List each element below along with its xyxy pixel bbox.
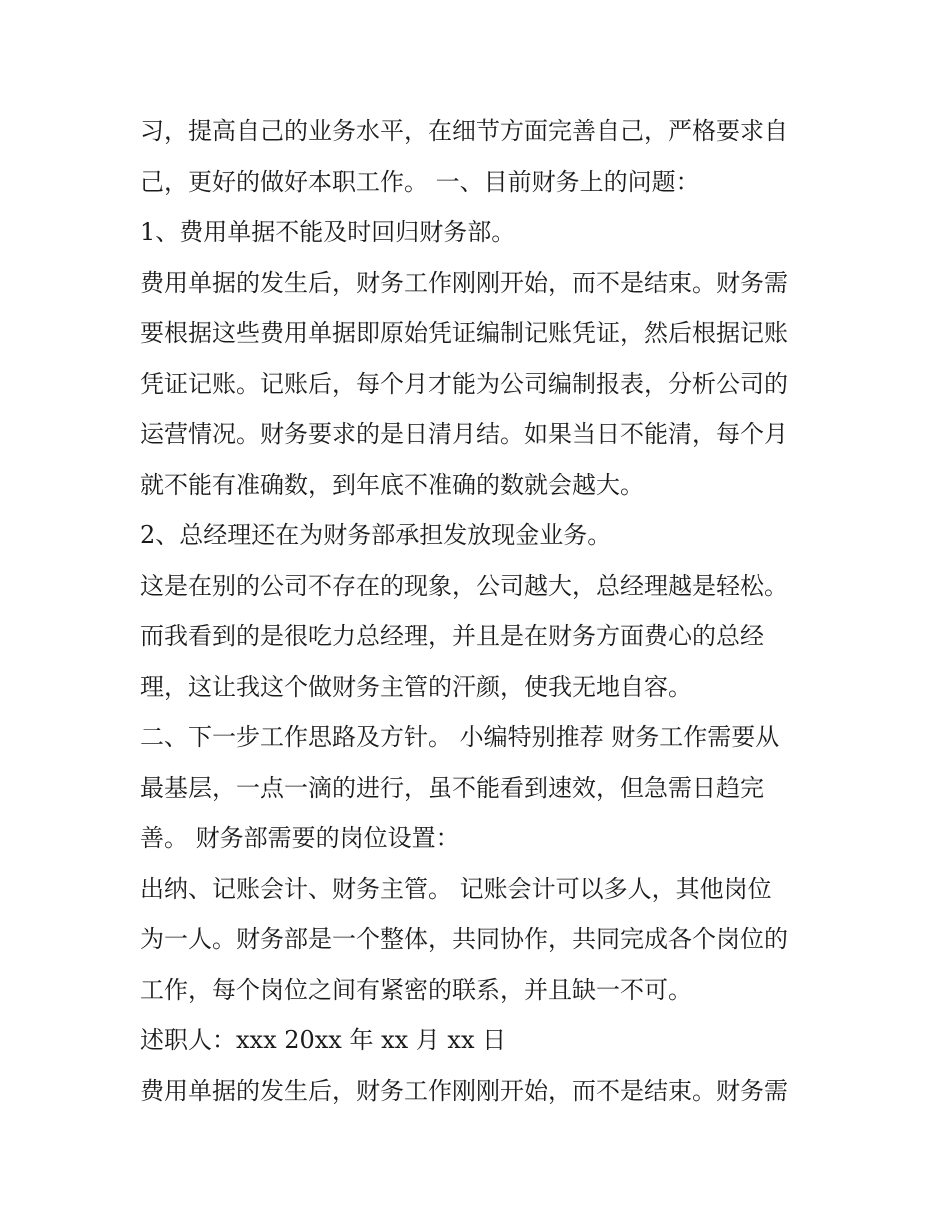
text-line: 工作，每个岗位之间有紧密的联系，并且缺一不可。	[140, 975, 692, 1004]
text-line: 而我看到的是很吃力总经理，并且是在财务方面费心的总经	[140, 622, 764, 650]
text-line: 凭证记账。记账后，每个月才能为公司编制报表，分析公司的	[140, 369, 788, 398]
signature-line: 述职人：xxx 20xx 年 xx 月 xx 日	[140, 1026, 507, 1054]
document-body	[140, 106, 820, 1116]
text-line: 要根据这些费用单据即原始凭证编制记账凭证，然后根据记账	[140, 319, 788, 347]
text-line: 这是在别的公司不存在的现象，公司越大，总经理越是轻松。	[140, 571, 788, 600]
text-line: 二、下一步工作思路及方针。 小编特别推荐 财务工作需要从	[140, 723, 780, 751]
text-line: 理，这让我这个做财务主管的汗颜，使我无地自容。	[140, 672, 692, 701]
text-line: 出纳、记账会计、财务主管。 记账会计可以多人，其他岗位	[140, 874, 772, 903]
text-line: 为一人。财务部是一个整体，共同协作，共同完成各个岗位的	[140, 925, 788, 953]
text-line: 2、总经理还在为财务部承担发放现金业务。	[140, 521, 612, 549]
text-line: 己，更好的做好本职工作。 一、目前财务上的问题：	[140, 167, 700, 196]
text-line: 运营情况。财务要求的是日清月结。如果当日不能清，每个月	[140, 420, 788, 448]
text-line: 费用单据的发生后，财务工作刚刚开始，而不是结束。财务需	[140, 1076, 788, 1105]
text-line: 就不能有准确数，到年底不准确的数就会越大。	[140, 470, 644, 499]
text-line: 习，提高自己的业务水平，在细节方面完善自己，严格要求自	[140, 117, 788, 145]
text-line: 1、费用单据不能及时回归财务部。	[140, 218, 516, 246]
text-line: 最基层，一点一滴的进行，虽不能看到速效，但急需日趋完	[140, 773, 764, 802]
text-line: 费用单据的发生后，财务工作刚刚开始，而不是结束。财务需	[140, 268, 788, 297]
text-line: 善。 财务部需要的岗位设置：	[140, 824, 460, 852]
